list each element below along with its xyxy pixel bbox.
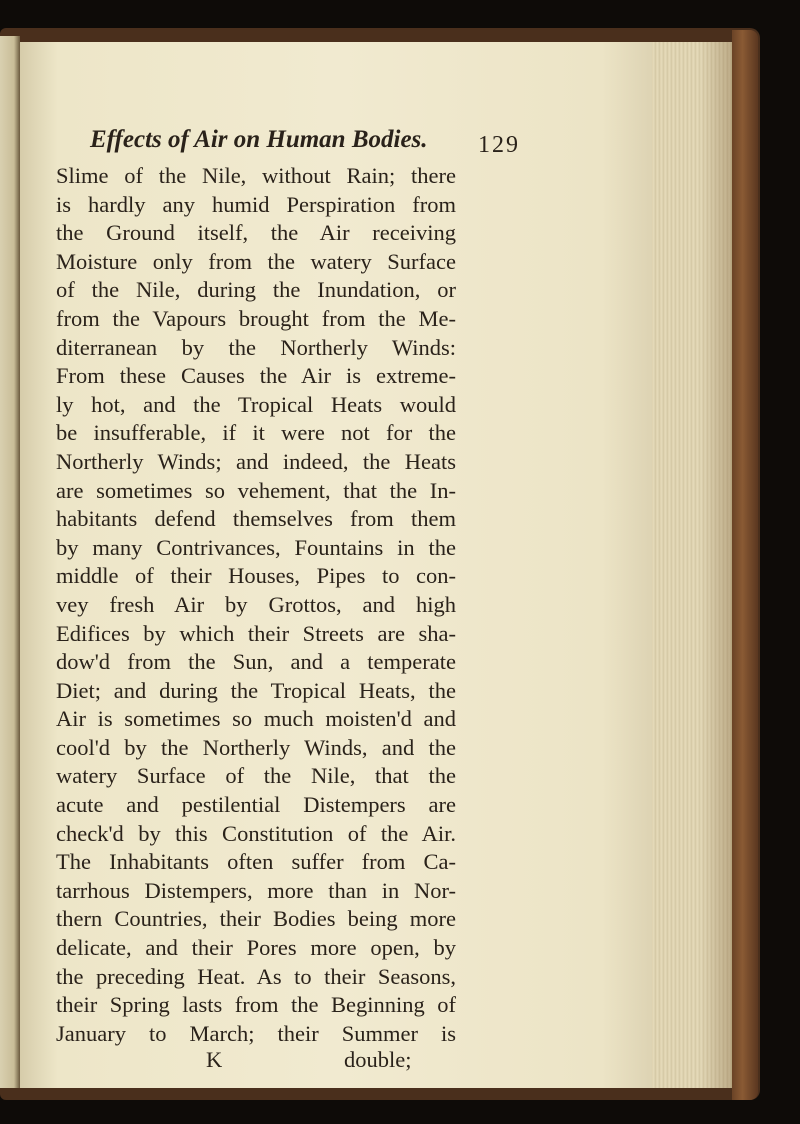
text-line: from the Vapours brought from the Me- xyxy=(56,305,456,331)
cover-edge xyxy=(732,30,758,1100)
text-line: Moisture only from the watery Surface xyxy=(56,248,456,274)
text-line: ly hot, and the Tropical Heats would xyxy=(56,391,456,417)
running-head: Effects of Air on Human Bodies. xyxy=(90,126,428,153)
text-line: the Ground itself, the Air receiving xyxy=(56,220,456,246)
text-line: vey fresh Air by Grottos, and high xyxy=(56,591,456,617)
page-edges-shadow xyxy=(700,42,732,1088)
page-number: 129 xyxy=(478,132,520,158)
text-line: are sometimes so vehement, that the In- xyxy=(56,477,456,503)
signature-mark: K xyxy=(206,1047,223,1072)
body-text xyxy=(56,162,456,1048)
text-line: be insufferable, if it were not for the xyxy=(56,420,456,446)
text-line: January to March; their Summer is xyxy=(56,1020,456,1046)
text-line: Edifices by which their Streets are sha- xyxy=(56,620,456,646)
text-line: the preceding Heat. As to their Seasons, xyxy=(56,963,456,989)
text-line: their Spring lasts from the Beginning of xyxy=(56,992,456,1018)
text-line: From these Causes the Air is extreme- xyxy=(56,363,456,389)
text-line: cool'd by the Northerly Winds, and the xyxy=(56,734,456,760)
text-line: acute and pestilential Distempers are xyxy=(56,792,456,818)
text-line: watery Surface of the Nile, that the xyxy=(56,763,456,789)
text-line: habitants defend themselves from them xyxy=(56,506,456,532)
book-page xyxy=(20,42,652,1088)
text-line: The Inhabitants often suffer from Ca- xyxy=(56,849,456,875)
text-line: is hardly any humid Perspiration from xyxy=(56,191,456,217)
text-line: check'd by this Constitution of the Air. xyxy=(56,820,456,846)
text-line: tarrhous Distempers, more than in Nor- xyxy=(56,877,456,903)
text-line: diterranean by the Northerly Winds: xyxy=(56,334,456,360)
text-line: delicate, and their Pores more open, by xyxy=(56,935,456,961)
text-line: by many Contrivances, Fountains in the xyxy=(56,534,456,560)
facing-page-edge xyxy=(0,36,20,1088)
text-line: Slime of the Nile, without Rain; there xyxy=(56,163,456,188)
text-line: dow'd from the Sun, and a temperate xyxy=(56,649,456,675)
text-line: of the Nile, during the Inundation, or xyxy=(56,277,456,303)
text-line: Air is sometimes so much moisten'd and xyxy=(56,706,456,732)
text-line: Diet; and during the Tropical Heats, the xyxy=(56,677,456,703)
text-line: Northerly Winds; and indeed, the Heats xyxy=(56,448,456,474)
text-line: thern Countries, their Bodies being more xyxy=(56,906,456,932)
text-line: middle of their Houses, Pipes to con- xyxy=(56,563,456,589)
catchword: double; xyxy=(344,1047,412,1072)
